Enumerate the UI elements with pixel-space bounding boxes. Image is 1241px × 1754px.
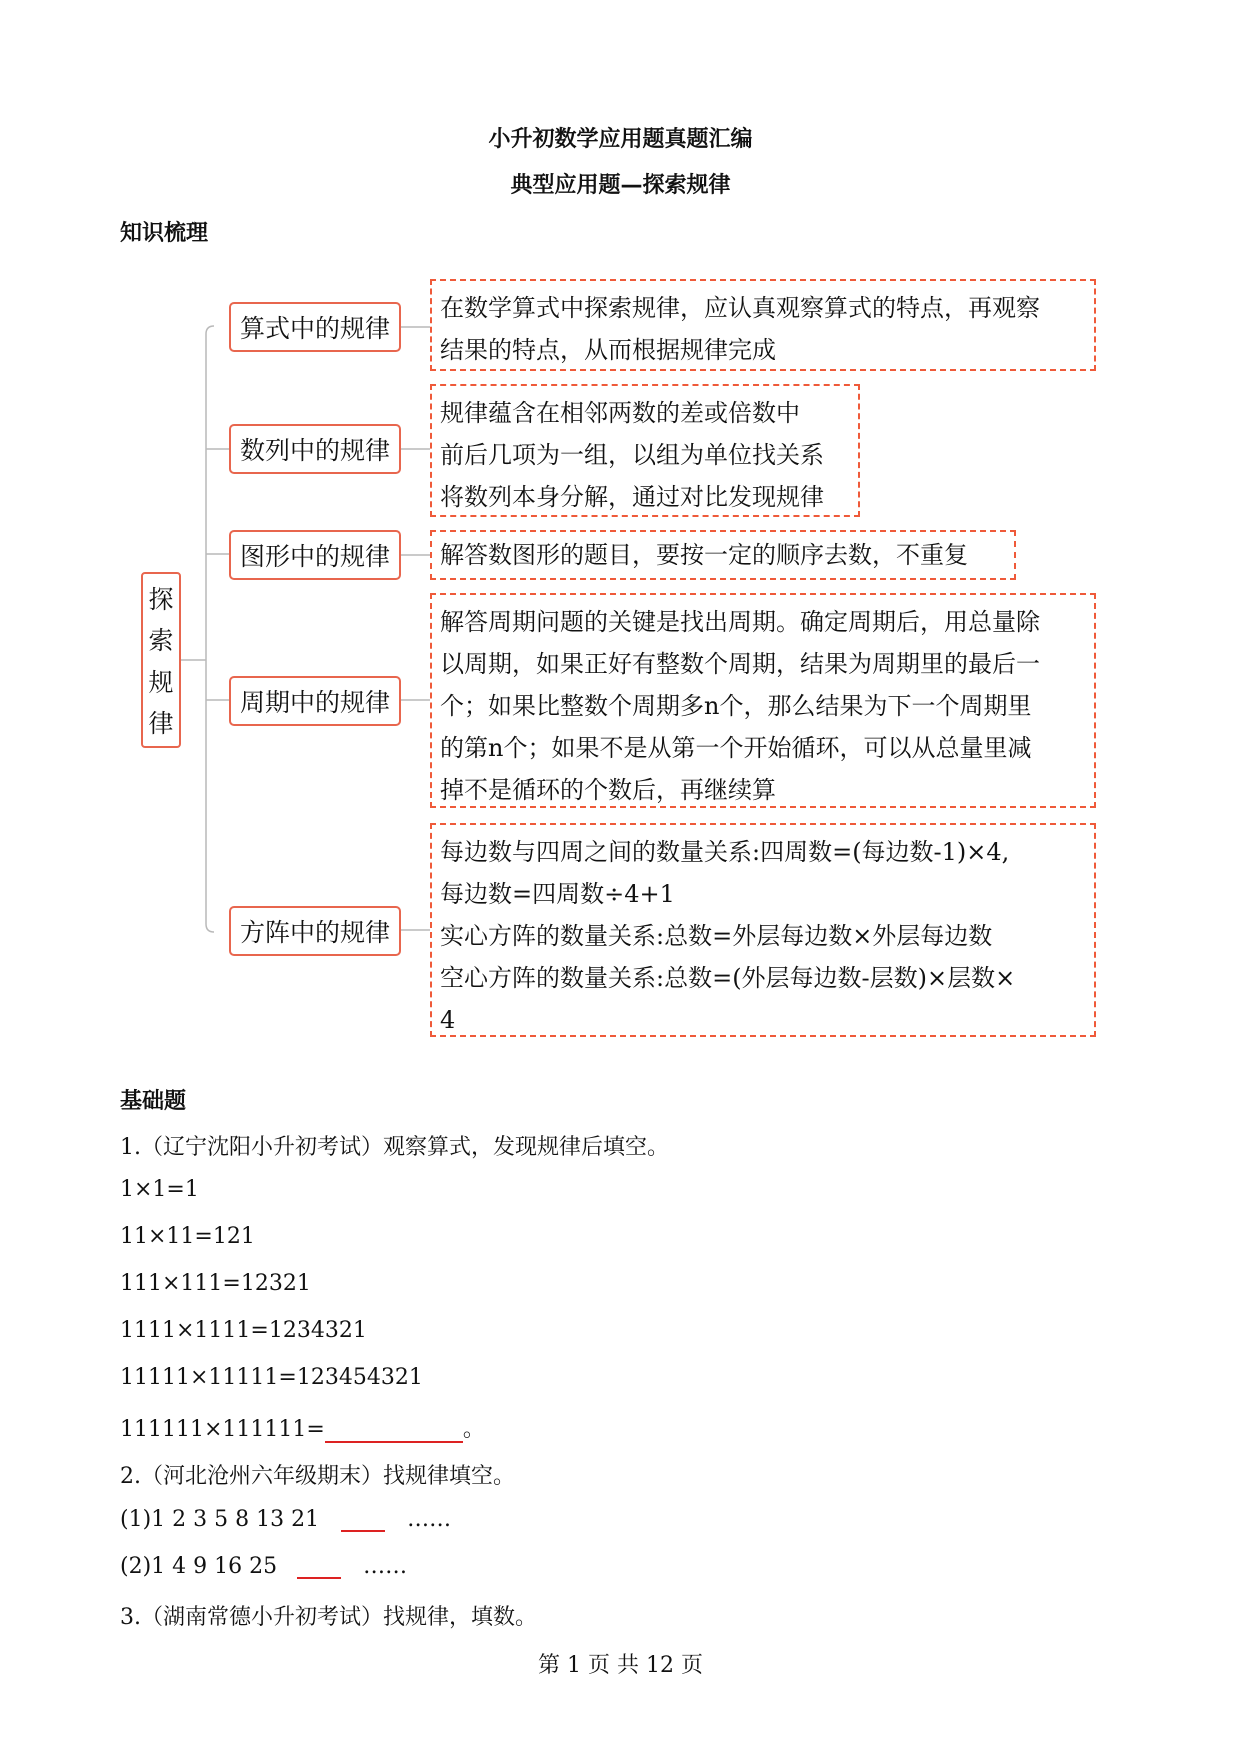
note-line: 4: [440, 1006, 456, 1034]
note-sequence: [430, 384, 860, 517]
answer-blank[interactable]: [325, 1417, 463, 1443]
sequence-text: (1)1 2 3 5 8 13 21: [120, 1507, 320, 1532]
basics-heading: 基础题: [120, 1089, 187, 1114]
note-line: 空心方阵的数量关系:总数=(外层每边数-层数)×层数×: [440, 964, 1016, 992]
root-char: 索: [148, 626, 174, 656]
ellipsis: ……: [407, 1507, 452, 1532]
formula-line: 11111×11111=123454321: [120, 1365, 423, 1390]
category-figure: 图形中的规律: [229, 530, 401, 580]
root-char: 规: [148, 667, 174, 697]
note-line: 的第n个；如果不是从第一个开始循环，可以从总量里减: [440, 734, 1032, 762]
note-line: 每边数=四周数÷4+1: [440, 880, 675, 908]
note-line: 掉不是循环的个数后，再继续算: [440, 776, 776, 804]
formula-line: 11×11=121: [120, 1224, 255, 1249]
root-char: 探: [148, 584, 174, 614]
note-line: 以周期，如果正好有整数个周期，结果为周期里的最后一: [440, 650, 1040, 678]
document-title: 小升初数学应用题真题汇编: [488, 127, 753, 152]
note-line: 每边数与四周之间的数量关系:四周数=(每边数-1)×4,: [440, 838, 1010, 866]
note-figure: [430, 530, 1016, 580]
category-formula: 算式中的规律: [229, 302, 401, 352]
note-line: 解答周期问题的关键是找出周期。确定周期后，用总量除: [440, 608, 1040, 636]
formula-line: 1111×1111=1234321: [120, 1318, 367, 1343]
answer-blank[interactable]: [297, 1553, 341, 1579]
question-2-stem: 2.（河北沧州六年级期末）找规律填空。: [120, 1464, 515, 1489]
note-line: 解答数图形的题目，要按一定的顺序去数，不重复: [440, 541, 968, 569]
note-square-array: [430, 823, 1096, 1037]
formula-line: 1×1=1: [120, 1177, 199, 1202]
question-3-stem: 3.（湖南常德小升初考试）找规律，填数。: [120, 1605, 537, 1630]
note-formula: [430, 279, 1096, 371]
note-period: [430, 593, 1096, 808]
note-line: 实心方阵的数量关系:总数=外层每边数×外层每边数: [440, 922, 993, 950]
note-line: 前后几项为一组，以组为单位找关系: [440, 441, 824, 469]
trunk-line: [206, 326, 214, 932]
formula-line: 111×111=12321: [120, 1271, 311, 1296]
question-2-seq-1: [120, 1506, 451, 1532]
category-period: 周期中的规律: [229, 676, 401, 726]
question-1-blank-line: [120, 1412, 485, 1443]
ellipsis: ……: [363, 1554, 408, 1579]
question-1-stem: 1.（辽宁沈阳小升初考试）观察算式，发现规律后填空。: [120, 1135, 669, 1160]
note-line: 在数学算式中探索规律，应认真观察算式的特点，再观察: [440, 294, 1040, 322]
document-subtitle: 典型应用题—探索规律: [510, 173, 731, 198]
note-line: 结果的特点，从而根据规律完成: [440, 336, 776, 364]
answer-blank[interactable]: [341, 1506, 385, 1532]
note-line: 将数列本身分解，通过对比发现规律: [440, 483, 824, 511]
mindmap-root: [141, 572, 181, 748]
question-2-seq-2: [120, 1553, 407, 1579]
note-line: 个；如果比整数个周期多n个，那么结果为下一个周期里: [440, 692, 1032, 720]
category-square-array: 方阵中的规律: [229, 906, 401, 956]
root-char: 律: [148, 709, 174, 739]
page-footer: 第 1 页 共 12 页: [538, 1653, 703, 1678]
category-sequence: 数列中的规律: [229, 424, 401, 474]
note-line: 规律蕴含在相邻两数的差或倍数中: [440, 399, 800, 427]
sequence-text: (2)1 4 9 16 25: [120, 1554, 278, 1579]
formula-suffix: 。: [462, 1417, 485, 1442]
knowledge-heading: 知识梳理: [120, 221, 209, 246]
formula-prefix: 111111×111111=: [120, 1417, 325, 1442]
